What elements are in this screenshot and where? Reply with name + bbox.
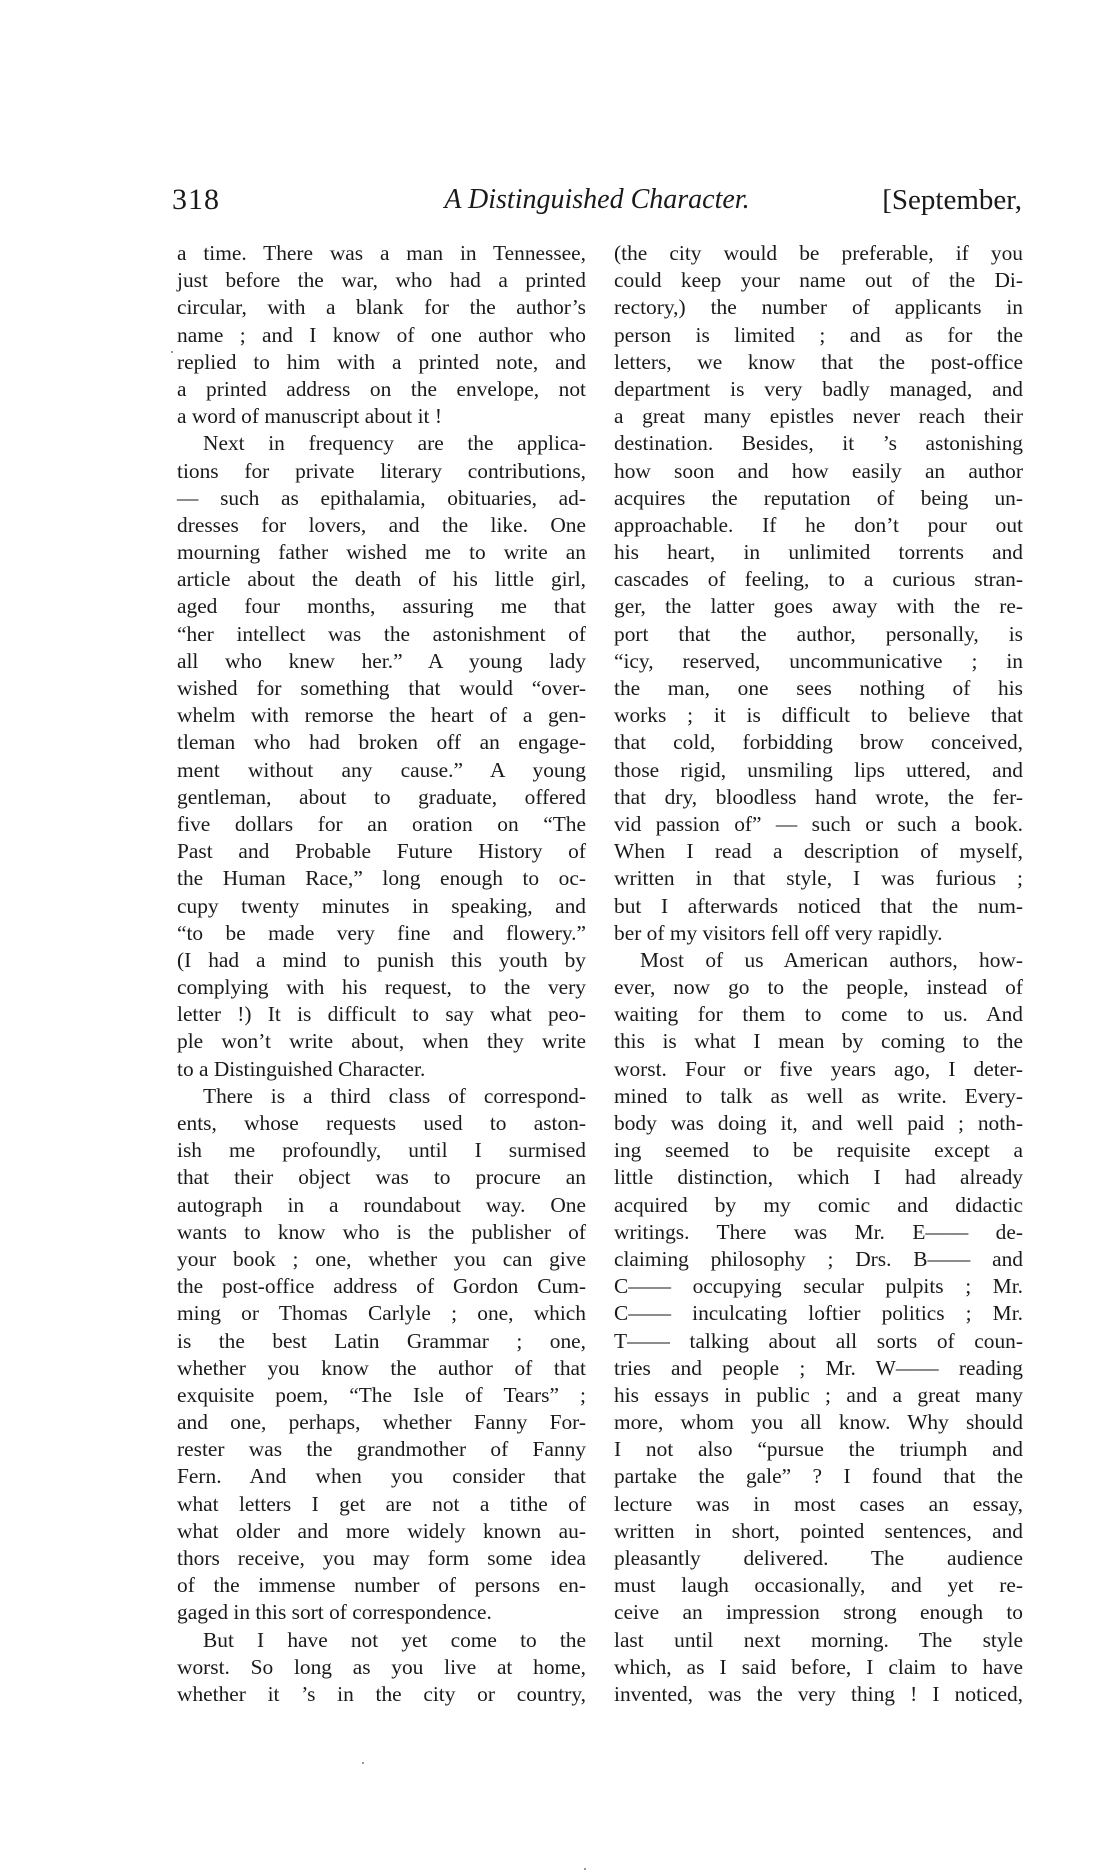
- text-line: exquisite poem, “The Isle of Tears” ;: [177, 1382, 586, 1407]
- text-line: the man, one sees nothing of his: [614, 676, 1023, 700]
- text-line: whether you know the author of that: [177, 1355, 586, 1380]
- text-line: could keep your name out of the Di-: [614, 268, 1023, 293]
- text-line: letters, we know that the post-office: [614, 349, 1023, 374]
- text-line: more, whom you all know. Why should: [614, 1410, 1023, 1435]
- text-line: must laugh occasionally, and yet re-: [614, 1573, 1023, 1598]
- text-line: approachable. If he don’t pour out: [614, 512, 1023, 537]
- text-line: your book ; one, whether you can give: [177, 1246, 586, 1271]
- text-line: letter !) It is difficult to say what peo-: [177, 1002, 586, 1027]
- text-line: ents, whose requests used to aston-: [177, 1111, 586, 1135]
- text-line: dresses for lovers, and the like. One: [177, 512, 586, 537]
- text-line: worst. So long as you live at home,: [177, 1654, 586, 1679]
- left-text-column: [177, 240, 586, 1708]
- text-line: of the immense number of persons en-: [177, 1573, 586, 1598]
- text-line: worst. Four or five years ago, I deter-: [614, 1056, 1023, 1081]
- text-line: five dollars for an oration on “The: [177, 811, 586, 836]
- text-line: department is very badly managed, and: [614, 376, 1023, 401]
- text-line: port that the author, personally, is: [614, 621, 1023, 646]
- text-line: all who knew her.” A young lady: [177, 648, 586, 673]
- text-line: his essays in public ; and a great many: [614, 1382, 1023, 1407]
- page-number: 318: [172, 183, 220, 216]
- text-line: is the best Latin Grammar ; one,: [177, 1328, 586, 1353]
- text-line: aged four months, assuring me that: [177, 594, 586, 619]
- text-line: invented, was the very thing ! I noticed,: [614, 1681, 1023, 1706]
- right-text-column: [614, 240, 1023, 1708]
- text-line: complying with his request, to the very: [177, 975, 586, 1000]
- text-line: Most of us American authors, how-: [640, 947, 1023, 972]
- text-line: ish me profoundly, until I surmised: [177, 1138, 586, 1163]
- text-line: gaged in this sort of correspondence.: [177, 1600, 492, 1625]
- text-line: “her intellect was the astonishment of: [177, 621, 586, 646]
- text-line: last until next morning. The style: [614, 1627, 1023, 1652]
- running-title: A Distinguished Character.: [444, 184, 750, 215]
- text-line: written in that style, I was furious ;: [614, 866, 1023, 891]
- text-line: ber of my visitors fell off very rapidly.: [614, 920, 943, 945]
- text-line: claiming philosophy ; Drs. B—— and: [614, 1246, 1023, 1271]
- text-line: a great many epistles never reach their: [614, 404, 1023, 429]
- text-line: (the city would be preferable, if you: [614, 241, 1023, 265]
- text-line: article about the death of his little girl,: [177, 567, 586, 592]
- text-line: wished for something that would “over-: [177, 676, 586, 700]
- text-line: I not also “pursue the triumph and: [614, 1437, 1023, 1462]
- text-line: vid passion of” — such or such a book.: [614, 811, 1023, 836]
- text-line: which, as I said before, I claim to have: [614, 1654, 1023, 1679]
- text-line: person is limited ; and as for the: [614, 322, 1023, 347]
- text-line: — such as epithalamia, obituaries, ad-: [177, 485, 586, 510]
- text-line: a time. There was a man in Tennessee,: [177, 241, 586, 265]
- text-line: (I had a mind to punish this youth by: [177, 947, 586, 972]
- text-line: Past and Probable Future History of: [177, 839, 586, 864]
- text-line: ceive an impression strong enough to: [614, 1600, 1023, 1625]
- text-line: lecture was in most cases an essay,: [614, 1491, 1023, 1516]
- text-line: the post-office address of Gordon Cum-: [177, 1274, 586, 1299]
- text-line: that cold, forbidding brow conceived,: [614, 730, 1023, 755]
- text-line: mined to talk as well as write. Every-: [614, 1083, 1023, 1108]
- text-line: how soon and how easily an author: [614, 458, 1023, 483]
- text-line: works ; it is difficult to believe that: [614, 703, 1023, 728]
- text-line: rester was the grandmother of Fanny: [177, 1437, 586, 1462]
- text-line: partake the gale” ? I found that the: [614, 1464, 1023, 1489]
- text-line: body was doing it, and well paid ; noth-: [614, 1111, 1023, 1135]
- text-line: ple won’t write about, when they write: [177, 1029, 586, 1054]
- text-line: but I afterwards noticed that the num-: [614, 893, 1023, 918]
- text-line: those rigid, unsmiling lips uttered, and: [614, 757, 1023, 782]
- text-line: written in short, pointed sentences, and: [614, 1518, 1023, 1543]
- text-line: ger, the latter goes away with the re-: [614, 594, 1023, 619]
- text-line: cupy twenty minutes in speaking, and: [177, 893, 586, 918]
- text-line: Next in frequency are the applica-: [203, 431, 586, 456]
- text-line: C—— occupying secular pulpits ; Mr.: [614, 1274, 1023, 1299]
- text-line: whether it ’s in the city or country,: [177, 1681, 586, 1706]
- text-line: gentleman, about to graduate, offered: [177, 784, 586, 809]
- text-line: When I read a description of myself,: [614, 839, 1023, 864]
- text-line: acquires the reputation of being un-: [614, 485, 1023, 510]
- text-line: replied to him with a printed note, and: [177, 349, 586, 374]
- text-line: what older and more widely known au-: [177, 1518, 586, 1543]
- text-line: ment without any cause.” A young: [177, 757, 586, 782]
- text-line: pleasantly delivered. The audience: [614, 1546, 1023, 1570]
- text-line: circular, with a blank for the author’s: [177, 295, 586, 320]
- text-line: and one, perhaps, whether Fanny For-: [177, 1410, 586, 1435]
- text-line: ing seemed to be requisite except a: [614, 1138, 1023, 1163]
- text-line: rectory,) the number of applicants in: [614, 295, 1023, 320]
- text-line: a word of manuscript about it !: [177, 404, 442, 429]
- text-line: ming or Thomas Carlyle ; one, which: [177, 1301, 586, 1326]
- text-line: name ; and I know of one author who: [177, 322, 586, 347]
- speck: [171, 351, 173, 353]
- text-line: C—— inculcating loftier politics ; Mr.: [614, 1301, 1023, 1326]
- text-line: wants to know who is the publisher of: [177, 1219, 586, 1244]
- text-line: destination. Besides, it ’s astonishing: [614, 431, 1023, 456]
- text-line: cascades of feeling, to a curious stran-: [614, 567, 1023, 592]
- text-line: “icy, reserved, uncommunicative ; in: [614, 648, 1023, 673]
- text-line: T—— talking about all sorts of coun-: [614, 1328, 1023, 1353]
- text-line: that their object was to procure an: [177, 1165, 586, 1190]
- text-line: the Human Race,” long enough to oc-: [177, 866, 586, 891]
- text-line: But I have not yet come to the: [203, 1627, 586, 1652]
- text-line: Fern. And when you consider that: [177, 1464, 586, 1489]
- text-line: whelm with remorse the heart of a gen-: [177, 703, 586, 728]
- text-line: his heart, in unlimited torrents and: [614, 540, 1023, 565]
- text-line: writings. There was Mr. E—— de-: [614, 1219, 1023, 1244]
- text-line: mourning father wished me to write an: [177, 540, 586, 565]
- text-line: what letters I get are not a tithe of: [177, 1491, 586, 1516]
- text-line: a printed address on the envelope, not: [177, 376, 586, 401]
- running-header: [172, 180, 1022, 220]
- text-line: this is what I mean by coming to the: [614, 1029, 1023, 1054]
- text-line: ever, now go to the people, instead of: [614, 975, 1023, 1000]
- text-line: that dry, bloodless hand wrote, the fer-: [614, 784, 1023, 809]
- text-line: tleman who had broken off an engage-: [177, 730, 586, 755]
- text-line: tries and people ; Mr. W—— reading: [614, 1355, 1023, 1380]
- text-line: There is a third class of correspond-: [203, 1083, 586, 1108]
- speck: [362, 1762, 364, 1764]
- issue-month: [September,: [882, 184, 1022, 216]
- text-line: to a Distinguished Character.: [177, 1056, 426, 1081]
- text-line: “to be made very fine and flowery.”: [177, 920, 586, 945]
- text-line: just before the war, who had a printed: [177, 268, 586, 293]
- text-line: thors receive, you may form some idea: [177, 1546, 586, 1570]
- text-line: acquired by my comic and didactic: [614, 1192, 1023, 1217]
- text-line: little distinction, which I had already: [614, 1165, 1023, 1190]
- text-line: waiting for them to come to us. And: [614, 1002, 1023, 1027]
- text-line: autograph in a roundabout way. One: [177, 1192, 586, 1217]
- text-line: tions for private literary contributions,: [177, 458, 586, 483]
